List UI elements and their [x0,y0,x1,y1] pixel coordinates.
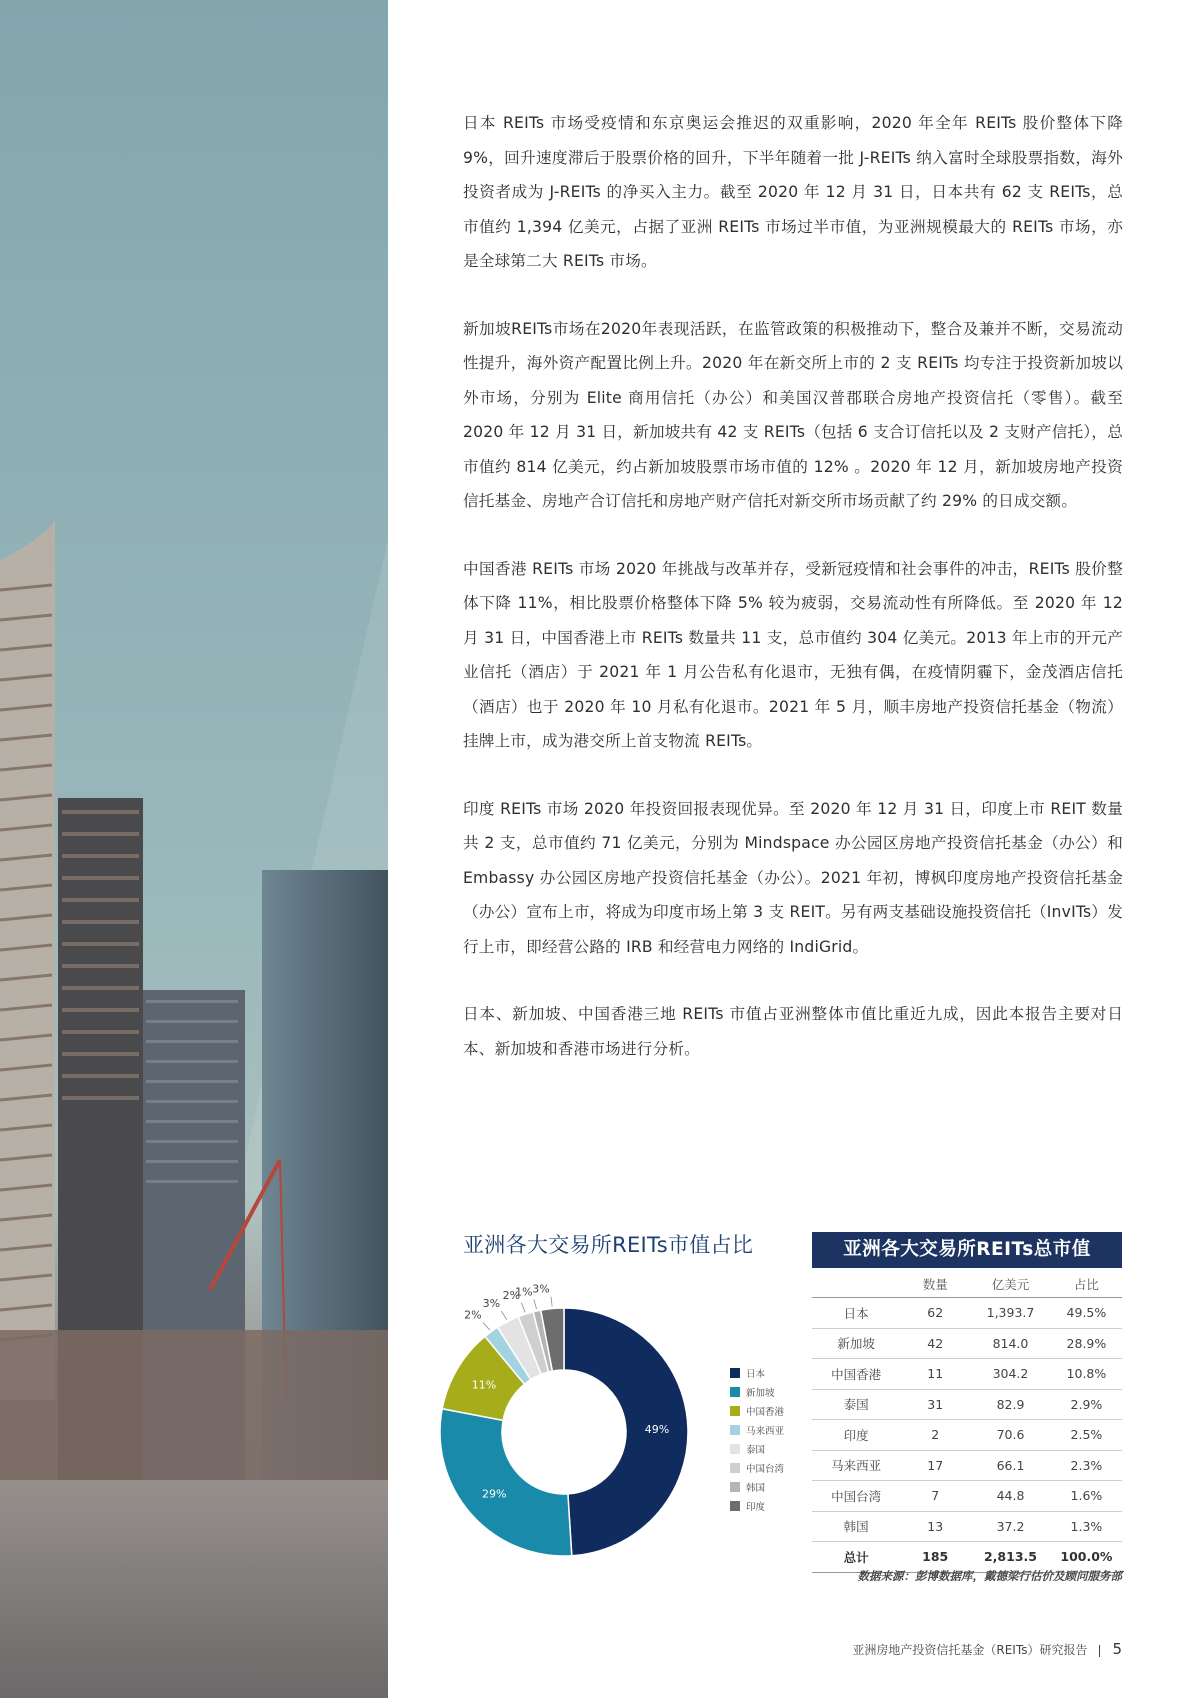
table-cell: 37.2 [970,1511,1051,1542]
table-row [812,1511,1122,1542]
table-cell: 100.0% [1051,1542,1122,1573]
table-cell: 44.8 [970,1481,1051,1512]
paragraph-summary: 日本、新加坡、中国香港三地 REITs 市值占亚洲整体市值比重近九成，因此本报告主要对日本、新加坡和香港市场进行分析。 [463,1005,1123,1058]
donut-data-label: 2% [464,1308,482,1322]
legend-label: 日本 [746,1369,766,1380]
table-row [812,1298,1122,1329]
table-cell: 2.3% [1051,1450,1122,1481]
table-cell: 28.9% [1051,1328,1122,1359]
donut-data-label: 11% [471,1378,497,1392]
footer-divider [1099,1645,1100,1657]
paragraph-singapore: 新加坡REITs市场在2020年表现活跃，在监管政策的积极推动下，整合及兼并不断，交易流动性提升，海外资产配置比例上升。2020 年在新交所上市的 2 支 REITs 均专注于投资新加坡以外市场，分别为 Elite 商用信托（办公）和美国汉普郡联合房地产投资信托（零售）。截至 2020 年 12 月 31 日，新加坡共有 42 支 REITs（包括 6 支合订信托以及 2 支财产信托），总市值约 814 亿美元，约占新加坡股票市场市值的 12% 。2020 年 12 月，新加坡房地产投资信托基金、房地产合订信托和房地产财产信托对新交所市场贡献了约 29% 的日成交额。 [463,319,1123,510]
legend-swatch [730,1406,740,1416]
table-cell: 11 [900,1359,970,1390]
legend-label: 中国香港 [746,1407,785,1418]
table-cell: 17 [900,1450,970,1481]
table-cell: 1,393.7 [970,1298,1051,1329]
table-cell: 2 [900,1420,970,1451]
city-skyline-illustration [0,0,388,1698]
cover-photo [0,0,388,1698]
legend-swatch [730,1482,740,1492]
table-cell: 62 [900,1298,970,1329]
table-header-cell: 数量 [900,1270,970,1298]
donut-data-label: 1% [515,1285,533,1299]
donut-slice-2 [440,1409,572,1556]
donut-data-label: 49% [644,1423,670,1437]
table-cell: 31 [900,1389,970,1420]
legend-label: 泰国 [746,1445,766,1456]
table-cell: 814.0 [970,1328,1051,1359]
donut-leader-line [501,1311,506,1320]
table-cell: 42 [900,1328,970,1359]
table-title: 亚洲各大交易所REITs总市值 [812,1232,1122,1268]
table-cell: 印度 [812,1420,900,1451]
table-cell: 韩国 [812,1511,900,1542]
table-cell: 新加坡 [812,1328,900,1359]
page-number: 5 [1112,1640,1122,1658]
table-cell: 马来西亚 [812,1450,900,1481]
table-cell: 中国香港 [812,1359,900,1390]
table-cell: 中国台湾 [812,1481,900,1512]
table-cell: 13 [900,1511,970,1542]
legend-label: 中国台湾 [746,1464,785,1475]
donut-data-label: 3% [482,1297,501,1311]
table-cell: 泰国 [812,1389,900,1420]
table-header-cell: 亿美元 [970,1270,1051,1298]
donut-leader-line [551,1297,552,1307]
table-header-cell [812,1270,900,1298]
legend-label: 新加坡 [746,1388,775,1399]
table-row [812,1389,1122,1420]
table-cell: 66.1 [970,1450,1051,1481]
table-cell: 日本 [812,1298,900,1329]
donut-leader-line [483,1322,490,1330]
paragraph-hongkong: 中国香港 REITs 市场 2020 年挑战与改革并存，受新冠疫情和社会事件的冲击，REITs 股价整体下降 11%，相比股票价格整体下降 5% 较为疲弱，交易流动性有所降低。至 2020 年 12 月 31 日，中国香港上市 REITs 数量共 11 支，总市值约 304 亿美元。2013 年上市的开元产业信托（酒店）于 2021 年 1 月公告私有化退市，无独有偶，在疫情阴霾下，金茂酒店信托（酒店）也于 2020 年 10 月私有化退市。2021 年 5 月，顺丰房地产投资信托基金（物流）挂牌上市，成为港交所上首支物流 REITs。 [463,559,1123,750]
donut-data-label: 3% [532,1282,550,1296]
table-cell: 10.8% [1051,1359,1122,1390]
table-cell: 1.3% [1051,1511,1122,1542]
table-cell: 2.5% [1051,1420,1122,1451]
table-row [812,1328,1122,1359]
article-body [463,106,1123,1099]
legend-swatch [730,1387,740,1397]
donut-leader-line [521,1303,525,1312]
donut-data-label: 2% [502,1288,521,1302]
table-cell: 2,813.5 [970,1542,1051,1573]
paragraph-japan: 日本 REITs 市场受疫情和东京奥运会推迟的双重影响，2020 年全年 REITs 股价整体下降 9%，回升速度滞后于股票价格的回升，下半年随着一批 J-REITs 纳入富时全球股票指数，海外投资者成为 J-REITs 的净买入主力。截至 2020 年 12 月 31 日，日本共有 62 支 REITs，总市值约 1,394 亿美元，占据了亚洲 REITs 市场过半市值，为亚洲规模最大的 REITs 市场，亦是全球第二大 REITs 市场。 [463,114,1123,270]
legend-swatch [730,1463,740,1473]
data-source-note: 数据来源：彭博数据库，戴德梁行估价及顾问服务部 [857,1569,1122,1583]
legend-swatch [730,1501,740,1511]
donut-chart-title: 亚洲各大交易所REITs市值占比 [463,1233,754,1257]
legend-swatch [730,1444,740,1454]
table-cell: 185 [900,1542,970,1573]
table-cell: 49.5% [1051,1298,1122,1329]
table-cell: 70.6 [970,1420,1051,1451]
donut-leader-line [534,1299,537,1309]
table-header-row [812,1270,1122,1298]
legend-label: 韩国 [746,1483,766,1494]
legend-swatch [730,1425,740,1435]
table-row [812,1420,1122,1451]
table-cell: 总计 [812,1542,900,1573]
table-cell: 304.2 [970,1359,1051,1390]
legend-label: 马来西亚 [746,1426,785,1437]
table-cell: 1.6% [1051,1481,1122,1512]
page-footer [852,1640,1122,1658]
table-cell: 7 [900,1481,970,1512]
market-cap-table [812,1270,1122,1573]
footer-report-title: 亚洲房地产投资信托基金（REITs）研究报告 [852,1643,1088,1657]
table-header-cell: 占比 [1051,1270,1122,1298]
table-row [812,1359,1122,1390]
legend-label: 印度 [746,1502,766,1513]
donut-data-label: 29% [482,1487,507,1501]
paragraph-india: 印度 REITs 市场 2020 年投资回报表现优异。至 2020 年 12 月 31 日，印度上市 REIT 数量共 2 支，总市值约 71 亿美元，分别为 Mindspace 办公园区房地产投资信托基金（办公）和 Embassy 办公园区房地产投资信托基金（办公）。2021 年初，博枫印度房地产投资信托基金（办公）宣布上市，将成为印度市场上第 3 支 REIT。另有两支基础设施投资信托（InvITs）发行上市，即经营公路的 IRB 和经营电力网络的 IndiGrid。 [463,799,1123,956]
table-cell: 82.9 [970,1389,1051,1420]
table-cell: 2.9% [1051,1389,1122,1420]
donut-chart [440,1270,810,1590]
donut-slice-1 [564,1308,688,1556]
table-row [812,1450,1122,1481]
table-row [812,1481,1122,1512]
legend-swatch [730,1368,740,1378]
